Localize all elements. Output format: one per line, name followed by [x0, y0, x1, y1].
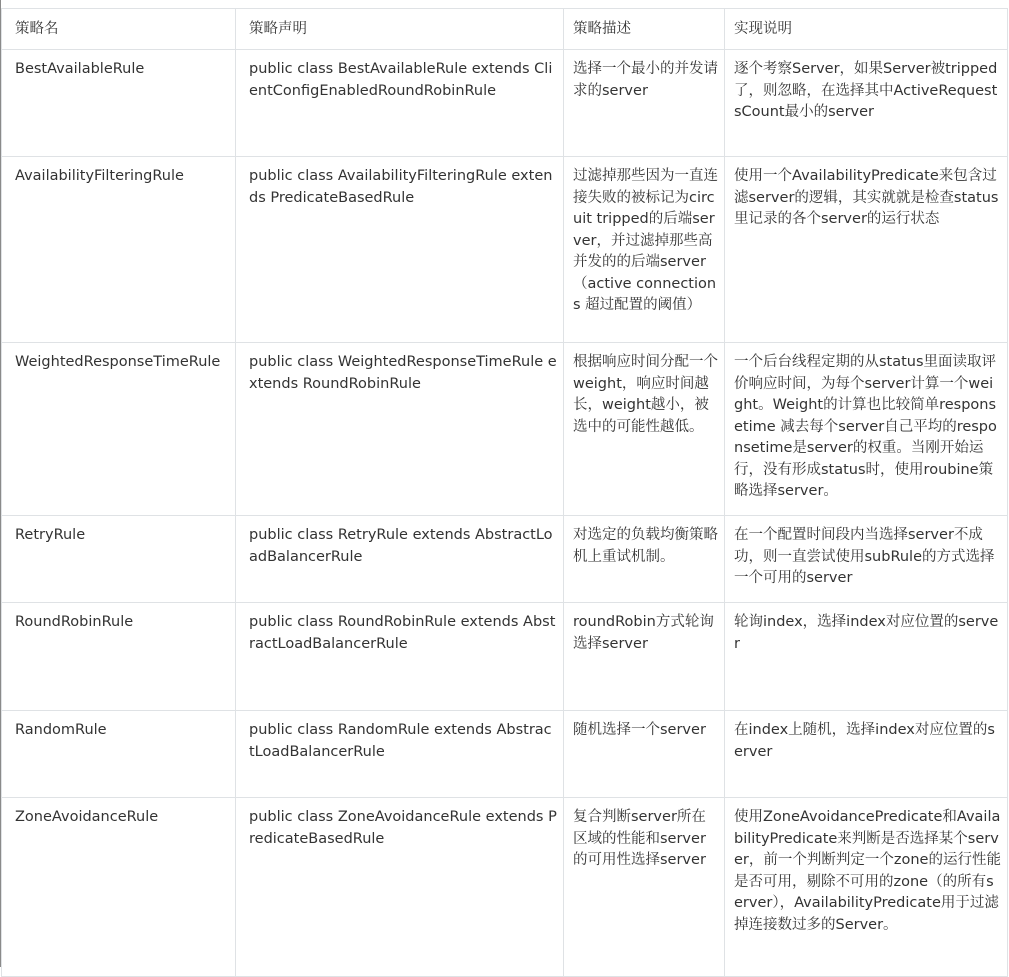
- cell-rule-description: 选择一个最小的并发请求的server: [564, 50, 725, 157]
- cell-rule-declaration: public class ZoneAvoidanceRule extends PredicateBasedRule: [236, 798, 564, 977]
- cell-rule-name: WeightedResponseTimeRule: [2, 343, 236, 516]
- table-row: [2, 711, 1008, 798]
- cell-implementation-notes: 逐个考察Server，如果Server被tripped了，则忽略，在选择其中ActiveRequestsCount最小的server: [725, 50, 1008, 157]
- cell-implementation-notes: 使用一个AvailabilityPredicate来包含过滤server的逻辑，其实就就是检查status里记录的各个server的运行状态: [725, 157, 1008, 343]
- cell-rule-declaration: public class RandomRule extends AbstractLoadBalancerRule: [236, 711, 564, 798]
- header-rule-description: 策略描述: [564, 9, 725, 50]
- cell-rule-description: 随机选择一个server: [564, 711, 725, 798]
- table-row: [2, 603, 1008, 711]
- table-row: [2, 798, 1008, 977]
- cell-rule-declaration: public class AvailabilityFilteringRule extends PredicateBasedRule: [236, 157, 564, 343]
- table-row: [2, 50, 1008, 157]
- cell-rule-name: ZoneAvoidanceRule: [2, 798, 236, 977]
- cell-rule-name: AvailabilityFilteringRule: [2, 157, 236, 343]
- table-row: [2, 343, 1008, 516]
- cell-implementation-notes: 一个后台线程定期的从status里面读取评价响应时间，为每个server计算一个weight。Weight的计算也比较简单responsetime 减去每个server自己平均的responsetime是server的权重。当刚开始运行，没有形成status时，使用roubine策略选择server。: [725, 343, 1008, 516]
- header-implementation-notes: 实现说明: [725, 9, 1008, 50]
- cell-rule-description: 复合判断server所在区域的性能和server的可用性选择server: [564, 798, 725, 977]
- cell-rule-description: 对选定的负载均衡策略机上重试机制。: [564, 516, 725, 603]
- cell-rule-declaration: public class RoundRobinRule extends AbstractLoadBalancerRule: [236, 603, 564, 711]
- cell-rule-name: BestAvailableRule: [2, 50, 236, 157]
- cell-rule-name: RoundRobinRule: [2, 603, 236, 711]
- cell-rule-description: 过滤掉那些因为一直连接失败的被标记为circuit tripped的后端server，并过滤掉那些高并发的的后端server（active connections 超过配置的阈值）: [564, 157, 725, 343]
- cell-implementation-notes: 轮询index，选择index对应位置的server: [725, 603, 1008, 711]
- cell-implementation-notes: 在index上随机，选择index对应位置的server: [725, 711, 1008, 798]
- table-header-row: [2, 9, 1008, 50]
- header-rule-declaration: 策略声明: [236, 9, 564, 50]
- table-row: [2, 157, 1008, 343]
- cell-rule-name: RetryRule: [2, 516, 236, 603]
- cell-implementation-notes: 在一个配置时间段内当选择server不成功，则一直尝试使用subRule的方式选择一个可用的server: [725, 516, 1008, 603]
- header-rule-name: 策略名: [2, 9, 236, 50]
- cell-rule-description: roundRobin方式轮询选择server: [564, 603, 725, 711]
- load-balancer-rules-table: [1, 8, 1008, 977]
- cell-rule-description: 根据响应时间分配一个weight，响应时间越长，weight越小，被选中的可能性越低。: [564, 343, 725, 516]
- table-row: [2, 516, 1008, 603]
- cell-rule-declaration: public class RetryRule extends AbstractLoadBalancerRule: [236, 516, 564, 603]
- cell-rule-declaration: public class BestAvailableRule extends ClientConfigEnabledRoundRobinRule: [236, 50, 564, 157]
- cell-implementation-notes: 使用ZoneAvoidancePredicate和AvailabilityPredicate来判断是否选择某个server，前一个判断判定一个zone的运行性能是否可用，剔除不可用的zone（的所有server），AvailabilityPredicate用于过滤掉连接数过多的Server。: [725, 798, 1008, 977]
- cell-rule-declaration: public class WeightedResponseTimeRule extends RoundRobinRule: [236, 343, 564, 516]
- cell-rule-name: RandomRule: [2, 711, 236, 798]
